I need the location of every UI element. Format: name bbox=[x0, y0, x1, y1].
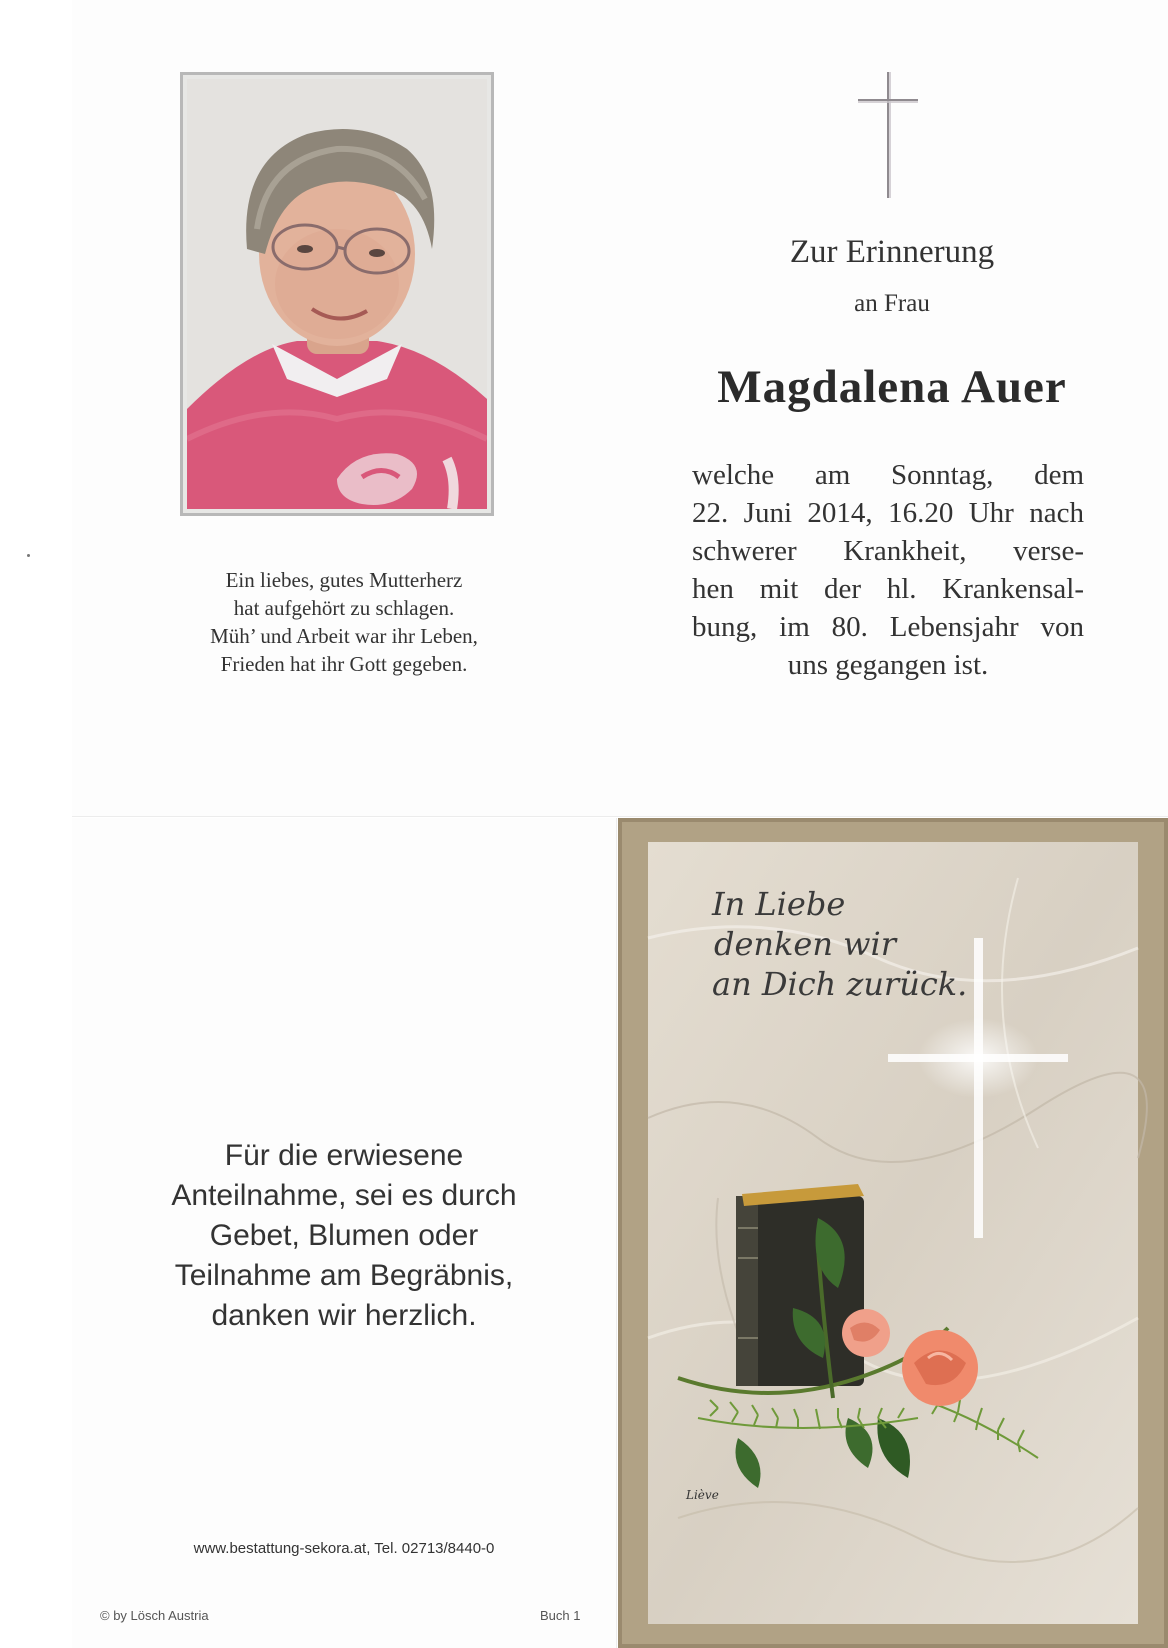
message-line: schwerer Krankheit, verse- bbox=[692, 535, 1084, 567]
message-line: hen mit der hl. Krankensal- bbox=[692, 573, 1084, 605]
message-line: welche am Sonntag, dem bbox=[692, 459, 1084, 491]
portrait-illustration bbox=[187, 79, 487, 509]
verse-line: Frieden hat ihr Gott gegeben. bbox=[220, 652, 468, 676]
book-number: Buch 1 bbox=[540, 1608, 581, 1623]
intro-subheading: an Frau bbox=[854, 290, 930, 317]
copyright-note: © by Lösch Austria bbox=[100, 1608, 209, 1623]
script-line: In Liebe bbox=[712, 885, 846, 923]
front-panel bbox=[72, 0, 617, 817]
thanks-line: Anteilnahme, sei es durch bbox=[171, 1179, 517, 1212]
thanks-line: Teilnahme am Begräbnis, bbox=[174, 1259, 514, 1292]
book-and-roses-illustration bbox=[618, 818, 1168, 1648]
deceased-name: Magdalena Auer bbox=[717, 361, 1067, 413]
thanks-text bbox=[72, 1136, 616, 1336]
message-line: bung, im 80. Lebensjahr von bbox=[692, 611, 1084, 643]
cross-icon bbox=[856, 70, 920, 200]
message-line: 22. Juni 2014, 16.20 Uhr nach bbox=[692, 497, 1084, 529]
cover-panel bbox=[618, 818, 1168, 1648]
script-line: denken wir bbox=[714, 925, 897, 963]
funeral-home-contact: www.bestattung-sekora.at, Tel. 02713/8440-0 bbox=[193, 1540, 495, 1557]
intro-heading: Zur Erinnerung bbox=[789, 234, 995, 270]
inner-panel bbox=[616, 0, 1168, 817]
message-line: uns gegangen ist. bbox=[787, 649, 989, 681]
thanks-line: Gebet, Blumen oder bbox=[209, 1219, 479, 1252]
portrait-photo bbox=[180, 72, 494, 516]
thanks-line: Für die erwiesene bbox=[224, 1139, 464, 1172]
memorial-verse bbox=[72, 566, 616, 678]
script-line: an Dich zurück. bbox=[712, 965, 968, 1003]
back-panel bbox=[72, 818, 617, 1648]
verse-line: Ein liebes, gutes Mutterherz bbox=[225, 568, 463, 592]
artist-signature: Liève bbox=[686, 1488, 719, 1502]
thanks-line: danken wir herzlich. bbox=[211, 1299, 477, 1332]
death-notice-text bbox=[692, 456, 1084, 684]
verse-line: Müh’ und Arbeit war ihr Leben, bbox=[210, 624, 478, 648]
scan-dot bbox=[27, 554, 30, 557]
verse-line: hat aufgehört zu schlagen. bbox=[233, 596, 455, 620]
